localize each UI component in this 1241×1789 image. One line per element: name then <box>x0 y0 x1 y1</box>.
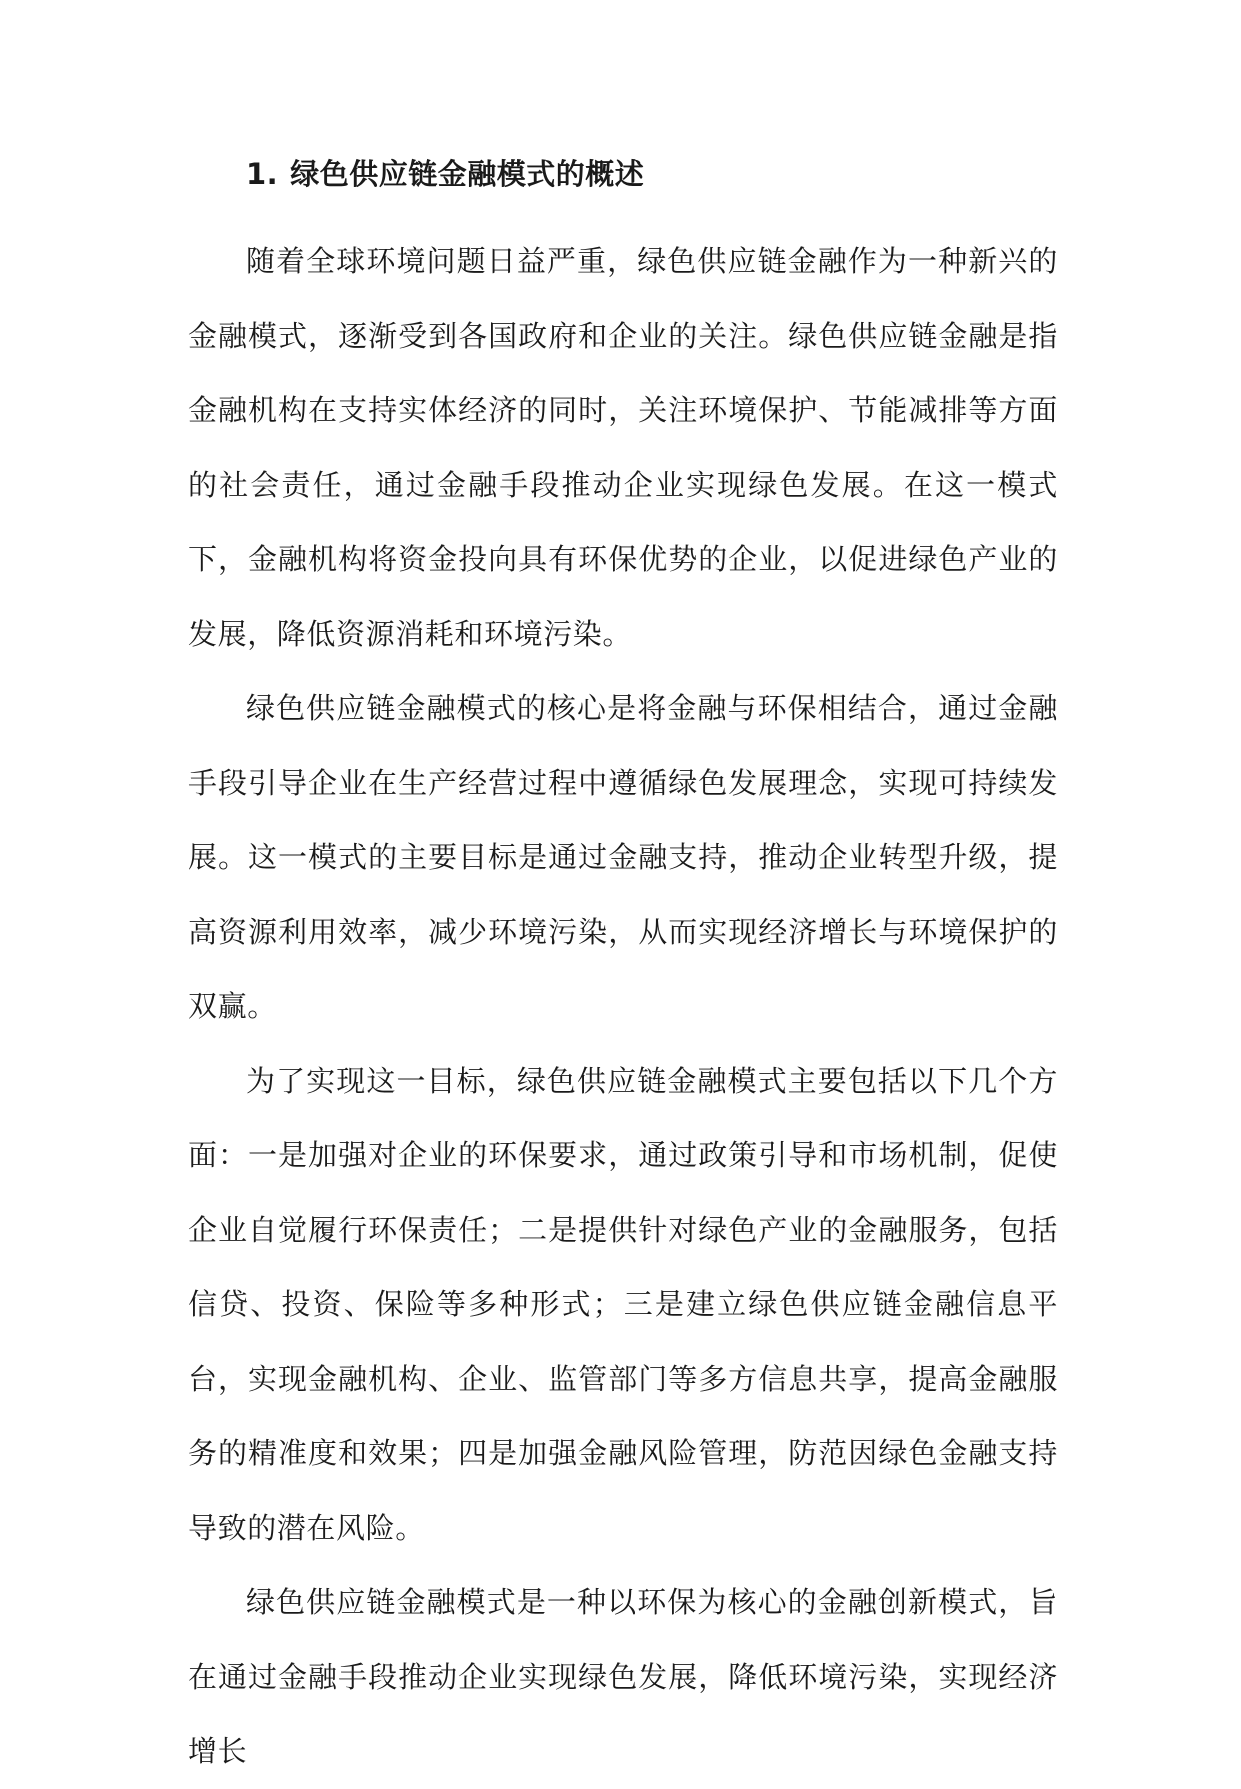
paragraph-3: 为了实现这一目标，绿色供应链金融模式主要包括以下几个方面：一是加强对企业的环保要求，通过政策引导和市场机制，促使企业自觉履行环保责任；二是提供针对绿色产业的金融服务，包括信贷、投资、保险等多种形式；三是建立绿色供应链金融信息平台，实现金融机构、企业、监管部门等多方信息共享，提高金融服务的精准度和效果；四是加强金融风险管理，防范因绿色金融支持导致的潜在风险。 <box>188 1063 1058 1545</box>
section-title: 绿色供应链金融模式的概述 <box>290 157 645 191</box>
paragraph-2: 绿色供应链金融模式的核心是将金融与环保相结合，通过金融手段引导企业在生产经营过程中遵循绿色发展理念，实现可持续发展。这一模式的主要目标是通过金融支持，推动企业转型升级，提高资源利用效率，减少环境污染，从而实现经济增长与环境保护的双赢。 <box>188 691 1058 1023</box>
document-body <box>188 148 1058 1789</box>
paragraph-4: 绿色供应链金融模式是一种以环保为核心的金融创新模式，旨在通过金融手段推动企业实现绿色发展，降低环境污染，实现经济增长 <box>188 1585 1058 1768</box>
section-number: 1. <box>246 157 279 191</box>
section-heading <box>188 148 1058 200</box>
paragraph-1: 随着全球环境问题日益严重，绿色供应链金融作为一种新兴的金融模式，逐渐受到各国政府和企业的关注。绿色供应链金融是指金融机构在支持实体经济的同时，关注环境保护、节能减排等方面的社会责任，通过金融手段推动企业实现绿色发展。在这一模式下，金融机构将资金投向具有环保优势的企业，以促进绿色产业的发展，降低资源消耗和环境污染。 <box>188 244 1058 651</box>
